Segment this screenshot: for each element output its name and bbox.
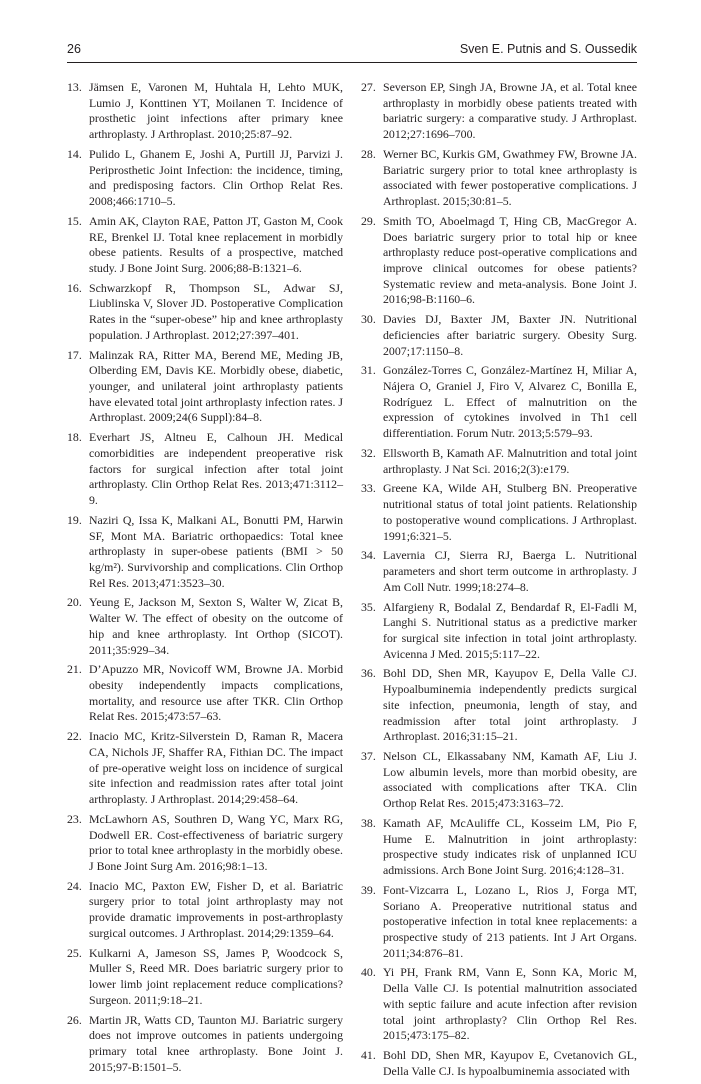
references-column-left	[67, 80, 343, 1080]
reference-text: Malinzak RA, Ritter MA, Berend ME, Meding JB, Olberding EM, Davis KE. Morbidly obese, diabetic, younger, and unilateral joint arthroplasty patients have elevated total joint arthroplasty infection rates. J Arthroplast. 2009;24(6 Suppl):84–8.	[89, 347, 343, 425]
reference-item	[361, 965, 637, 1044]
reference-item	[361, 883, 637, 962]
reference-number: 16.	[67, 280, 82, 295]
reference-number: 39.	[361, 882, 376, 897]
reference-item	[67, 879, 343, 942]
reference-number: 21.	[67, 662, 82, 677]
reference-item	[67, 1013, 343, 1076]
reference-number: 33.	[361, 481, 376, 496]
reference-item	[361, 600, 637, 663]
reference-number: 22.	[67, 729, 82, 744]
reference-item	[361, 363, 637, 442]
reference-item	[361, 214, 637, 308]
reference-text: Pulido L, Ghanem E, Joshi A, Purtill JJ, Parvizi J. Periprosthetic Joint Infection: the incidence, timing, and predisposing factors. Clin Orthop Relat Res. 2008;466:1710–5.	[89, 146, 343, 209]
reference-number: 14.	[67, 146, 82, 161]
reference-number: 38.	[361, 815, 376, 830]
reference-text: Kulkarni A, Jameson SS, James P, Woodcock S, Muller S, Reed MR. Does bariatric surgery prior to lower limb joint replacement reduce complications? Surgeon. 2011;9:18–21.	[89, 945, 343, 1007]
reference-text: Inacio MC, Kritz-Silverstein D, Raman R, Macera CA, Nichols JF, Shaffer RA, Fithian DC. The impact of pre-operative weight loss on incidence of surgical site infection and readmission rates after total joint arthroplasty. J Arthroplast. 2014;29:458–64.	[89, 729, 343, 807]
reference-number: 17.	[67, 347, 82, 362]
reference-text: Schwarzkopf R, Thompson SL, Adwar SJ, Liublinska V, Slover JD. Postoperative Complication Rates in the “super-obese” hip and knee arthroplasty population. J Arthroplast. 2012;27:397–401.	[89, 280, 343, 342]
reference-number: 36.	[361, 666, 376, 681]
reference-number: 34.	[361, 548, 376, 563]
reference-number: 35.	[361, 599, 376, 614]
reference-number: 24.	[67, 878, 82, 893]
reference-text: Smith TO, Aboelmagd T, Hing CB, MacGregor A. Does bariatric surgery prior to total hip or knee arthroplasty reduce post-operative complications and improve clinical outcomes for obese patients? Systematic review and meta-analysis. Bone Joint J. 2016;98-B:1160–6.	[383, 213, 637, 307]
reference-text: Alfargieny R, Bodalal Z, Bendardaf R, El-Fadli M, Langhi S. Nutritional status as a predictive marker for surgical site infection in total joint arthroplasty. Avicenna J Med. 2015;5:117–22.	[383, 599, 637, 661]
reference-text: Greene KA, Wilde AH, Stulberg BN. Preoperative nutritional status of total joint patients. Relationship to postoperative wound complications. J Arthroplast. 1991;6:321–5.	[383, 481, 637, 543]
reference-number: 30.	[361, 312, 376, 327]
reference-number: 26.	[67, 1012, 82, 1027]
reference-number: 25.	[67, 945, 82, 960]
reference-text: Amin AK, Clayton RAE, Patton JT, Gaston M, Cook RE, Brenkel IJ. Total knee replacement in morbidly obese patients. Results of a prospective, matched study. J Bone Joint Surg. 2006;88-B:1321–6.	[89, 213, 343, 275]
reference-number: 18.	[67, 430, 82, 445]
reference-text: Everhart JS, Altneu E, Calhoun JH. Medical comorbidities are independent preoperative risk factors for surgical infection after total joint arthroplasty. Clin Orthop Relat Res. 2013;471:3112–9.	[89, 430, 343, 508]
reference-item	[67, 662, 343, 725]
reference-item	[361, 147, 637, 210]
reference-text: Font-Vizcarra L, Lozano L, Rios J, Forga MT, Soriano A. Preoperative nutritional status and postoperative infection in total knee replacements: a prospective study of 213 patients. Int J Art Organs. 2011;34:876–81.	[383, 882, 637, 960]
reference-number: 13.	[67, 80, 82, 94]
page-number: 26	[67, 42, 81, 56]
reference-text: D’Apuzzo MR, Novicoff WM, Browne JA. Morbid obesity independently impacts complications, mortality, and resource use after TKR. Clin Orthop Relat Res. 2015;473:57–63.	[89, 662, 343, 724]
reference-number: 31.	[361, 363, 376, 378]
reference-number: 15.	[67, 213, 82, 228]
reference-number: 27.	[361, 80, 376, 94]
reference-text: Yi PH, Frank RM, Vann E, Sonn KA, Moric M, Della Valle CJ. Is potential malnutrition associated with septic failure and acute infection after revision total joint arthroplasty? Clin Orthop Rel Res. 2015;473:175–82.	[383, 965, 637, 1043]
reference-item	[67, 281, 343, 344]
header-rule	[67, 62, 637, 63]
reference-text: Lavernia CJ, Sierra RJ, Baerga L. Nutritional parameters and short term outcome in arthroplasty. J Am Coll Nutr. 1999;18:274–8.	[383, 548, 637, 594]
reference-text: Jämsen E, Varonen M, Huhtala H, Lehto MUK, Lumio J, Konttinen YT, Moilanen T. Incidence of prosthetic joint infections after primary knee arthroplasty. J Arthroplast. 2010;25:87–92.	[89, 80, 343, 142]
reference-item	[361, 312, 637, 359]
reference-text: Nelson CL, Elkassabany NM, Kamath AF, Liu J. Low albumin levels, more than morbid obesity, are associated with complications after TKA. Clin Orthop Relat Res. 2015;473:3163–72.	[383, 749, 637, 811]
references-column-right	[361, 80, 637, 1084]
reference-item	[67, 729, 343, 808]
reference-item	[67, 147, 343, 210]
reference-item	[361, 481, 637, 544]
reference-item	[361, 548, 637, 595]
reference-text: Inacio MC, Paxton EW, Fisher D, et al. Bariatric surgery prior to total joint arthroplasty may not provide dramatic improvements in post-arthroplasty surgical outcomes. J Arthroplast. 2014;29:1359–64.	[89, 878, 343, 940]
reference-text: Yeung E, Jackson M, Sexton S, Walter W, Zicat B, Walter W. The effect of obesity on the outcome of hip and knee arthroplasty. Int Orthop (SICOT). 2011;35:929–34.	[89, 595, 343, 657]
reference-number: 41.	[361, 1048, 376, 1063]
reference-item	[361, 816, 637, 879]
reference-text: Severson EP, Singh JA, Browne JA, et al. Total knee arthroplasty in morbidly obese patients treated with bariatric surgery: a comparative study. J Arthroplast. 2012;27:1696–700.	[383, 80, 637, 142]
reference-text: Werner BC, Kurkis GM, Gwathmey FW, Browne JA. Bariatric surgery prior to total knee arthroplasty is associated with fewer postoperative complications. J Arthroplast. 2015;30:81–5.	[383, 146, 637, 209]
reference-item	[67, 214, 343, 277]
reference-number: 29.	[361, 213, 376, 228]
reference-item	[67, 946, 343, 1009]
reference-text: Bohl DD, Shen MR, Kayupov E, Cvetanovich GL, Della Valle CJ. Is hypoalbuminemia associated with	[383, 1048, 637, 1078]
reference-text: Naziri Q, Issa K, Malkani AL, Bonutti PM, Harwin SF, Mont MA. Bariatric orthopaedics: Total knee arthroplasty in super-obese patients (BMI > 50 kg/m²). Survivorship and complications. Clin Orthop Rel Res. 2013;471:3523–30.	[89, 512, 343, 590]
reference-item	[361, 80, 637, 143]
reference-text: Bohl DD, Shen MR, Kayupov E, Della Valle CJ. Hypoalbuminemia independently predicts surgical site infection, pneumonia, length of stay, and readmission after total joint arthroplasty. J Arthroplast. 2016;31:15–21.	[383, 666, 637, 744]
page-header	[67, 42, 637, 62]
reference-number: 40.	[361, 965, 376, 980]
reference-text: Ellsworth B, Kamath AF. Malnutrition and total joint arthroplasty. J Nat Sci. 2016;2(3):e179.	[383, 445, 637, 476]
running-head-authors: Sven E. Putnis and S. Oussedik	[459, 42, 637, 56]
reference-text: Martin JR, Watts CD, Taunton MJ. Bariatric surgery does not improve outcomes in patients undergoing primary total knee arthroplasty. Bone Joint J. 2015;97-B:1501–5.	[89, 1012, 343, 1074]
reference-item	[67, 812, 343, 875]
reference-number: 19.	[67, 512, 82, 527]
reference-item	[67, 80, 343, 143]
reference-item	[361, 1048, 637, 1079]
reference-item	[67, 513, 343, 592]
reference-text: González-Torres C, González-Martínez H, Miliar A, Nájera O, Graniel J, Firo V, Alvarez C, Bonilla E, Rodríguez L. Effect of malnutrition on the expression of cytokines involved in Th1 cell differentiation. Forum Nutr. 2013;5:579–93.	[383, 363, 637, 441]
reference-item	[361, 666, 637, 745]
reference-number: 28.	[361, 146, 376, 161]
reference-item	[361, 749, 637, 812]
reference-number: 32.	[361, 445, 376, 460]
reference-item	[67, 595, 343, 658]
reference-number: 23.	[67, 811, 82, 826]
reference-text: McLawhorn AS, Southren D, Wang YC, Marx RG, Dodwell ER. Cost-effectiveness of bariatric surgery prior to total knee arthroplasty in the morbidly obese. J Bone Joint Surg Am. 2016;98:1–13.	[89, 811, 343, 873]
reference-text: Davies DJ, Baxter JM, Baxter JN. Nutritional deficiencies after bariatric surgery. Obesity Surg. 2007;17:1150–8.	[383, 312, 637, 358]
reference-number: 37.	[361, 749, 376, 764]
reference-item	[361, 446, 637, 477]
reference-number: 20.	[67, 595, 82, 610]
reference-item	[67, 430, 343, 509]
reference-text: Kamath AF, McAuliffe CL, Kosseim LM, Pio F, Hume E. Malnutrition in joint arthroplasty: prospective study indicates risk of unplanned ICU admissions. Arch Bone Joint Surg. 2016;4:128–31.	[383, 815, 637, 878]
reference-item	[67, 348, 343, 427]
